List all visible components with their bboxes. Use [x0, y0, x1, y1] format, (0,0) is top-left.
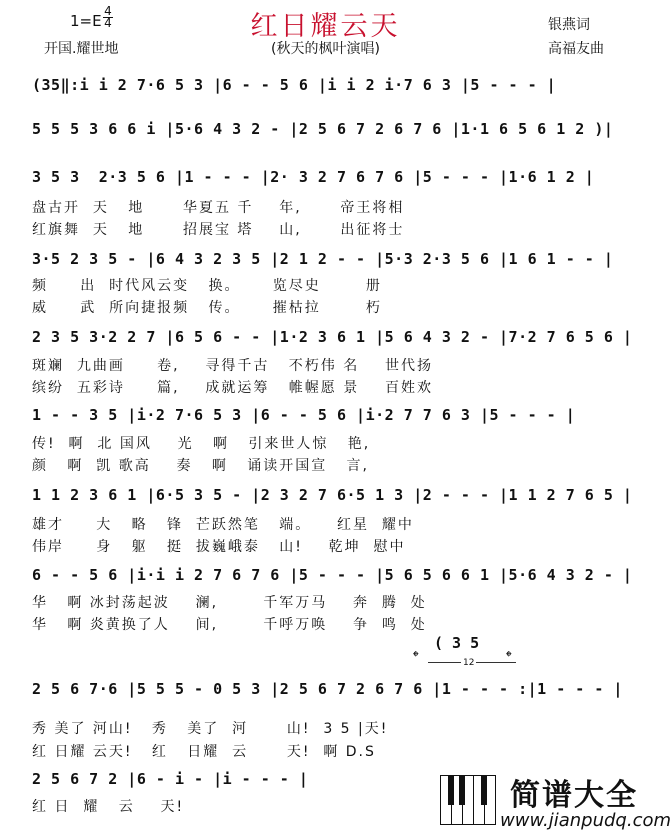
lyric-line-2: 伟岸 身 躯 挺 拔巍峨泰 山! 乾坤 慰中	[32, 539, 406, 555]
notation-row: 5 5 5 3 6 6 i |5·6 4 3 2 - |2 5 6 7 2 6 7 6 |1·1 6 5 6 1 2 )|	[32, 120, 614, 138]
coda-sign-icon: 𝄌	[506, 647, 512, 666]
key-signature: 1=E	[70, 12, 102, 30]
lyric-line-1: 雄才 大 略 锋 芒跃然笔 端。 红星 耀中	[32, 517, 414, 533]
notation-row: (35‖:i i 2 7·6 5 3 |6 - - 5 6 |i i 2 i·7 6 3 |5 - - - |	[32, 76, 557, 94]
lyric-line-2: 威 武 所向捷报频 传。 摧枯拉 朽	[32, 300, 382, 316]
piano-key-icon	[459, 775, 465, 805]
time-signature	[102, 6, 114, 29]
notation-row: 2 5 6 7·6 |5 5 5 - 0 5 3 |2 5 6 7 2 6 7 6 |1 - - - :|1 - - - |	[32, 680, 623, 698]
lyric-line-2: 华 啊 炎黄换了人 间, 千呼万唤 争 鸣 处	[32, 617, 427, 633]
song-title: 红日耀云天	[250, 11, 401, 42]
repeat-entry-marker: ( 3 5	[434, 634, 480, 652]
subtitle-left: 开国.耀世地	[44, 41, 119, 57]
coda-sign-icon: 𝄌	[413, 647, 419, 666]
lyric-line-2: 红 日耀 云天! 红 日耀 云 天! 啊 D.S	[32, 744, 376, 760]
lyric-line-2: 缤纷 五彩诗 篇, 成就运筹 帷幄愿 景 百姓欢	[32, 380, 434, 396]
meter-top: 4	[104, 4, 112, 18]
notation-row: 1 - - 3 5 |i·2 7·6 5 3 |6 - - 5 6 |i·2 7 7 6 3 |5 - - - |	[32, 406, 576, 424]
piano-key-icon	[481, 775, 487, 805]
performer-subtitle: (秋天的枫叶演唱)	[271, 41, 380, 57]
lyric-line-1: 红 日 耀 云 天!	[32, 799, 185, 815]
lyric-line-1: 华 啊 冰封荡起波 澜, 千军万马 奔 腾 处	[32, 595, 427, 611]
watermark-url: www.jianpudq.com	[500, 810, 671, 831]
lyric-line-2: 红旗舞 天 地 招展宝 塔 山, 出征将士	[32, 222, 405, 238]
lyric-line-2: 颜 啊 凯 歌高 奏 啊 诵读开国宣 言,	[32, 458, 370, 474]
volta-number: 12	[463, 658, 475, 668]
lyric-line-1: 频 出 时代风云变 换。 览尽史 册	[32, 278, 382, 294]
composer-credit: 高福友曲	[548, 41, 604, 57]
lyric-line-1: 秀 美了 河山! 秀 美了 河 山! 3 5 |天!	[32, 721, 389, 737]
notation-row: 1 1 2 3 6 1 |6·5 3 5 - |2 3 2 7 6·5 1 3 |2 - - - |1 1 2 7 6 5 |	[32, 486, 633, 504]
piano-key-icon	[448, 775, 454, 805]
lyric-line-1: 传! 啊 北 国风 光 啊 引来世人惊 艳,	[32, 436, 371, 452]
notation-row: 3 5 3 2·3 5 6 |1 - - - |2· 3 2 7 6 7 6 |5 - - - |1·6 1 2 |	[32, 168, 595, 186]
notation-row: 2 5 6 7 2 |6 - i - |i - - - |	[32, 770, 309, 788]
watermark-brand: 简谱大全	[510, 778, 638, 813]
notation-row: 3·5 2 3 5 - |6 4 3 2 3 5 |2 1 2 - - |5·3 2·3 5 6 |1 6 1 - - |	[32, 250, 614, 268]
meter-bottom: 4	[104, 16, 112, 30]
lyric-line-1: 斑斓 九曲画 卷, 寻得千古 不朽伟 名 世代扬	[32, 358, 434, 374]
notation-row: 2 3 5 3·2 2 7 |6 5 6 - - |1·2 3 6 1 |5 6 4 3 2 - |7·2 7 6 5 6 |	[32, 328, 633, 346]
notation-row: 6 - - 5 6 |i·i i 2 7 6 7 6 |5 - - - |5 6 5 6 6 1 |5·6 4 3 2 - |	[32, 566, 633, 584]
lyricist-credit: 银燕词	[548, 17, 590, 33]
lyric-line-1: 盘古开 天 地 华夏五 千 年, 帝王将相	[32, 200, 405, 216]
